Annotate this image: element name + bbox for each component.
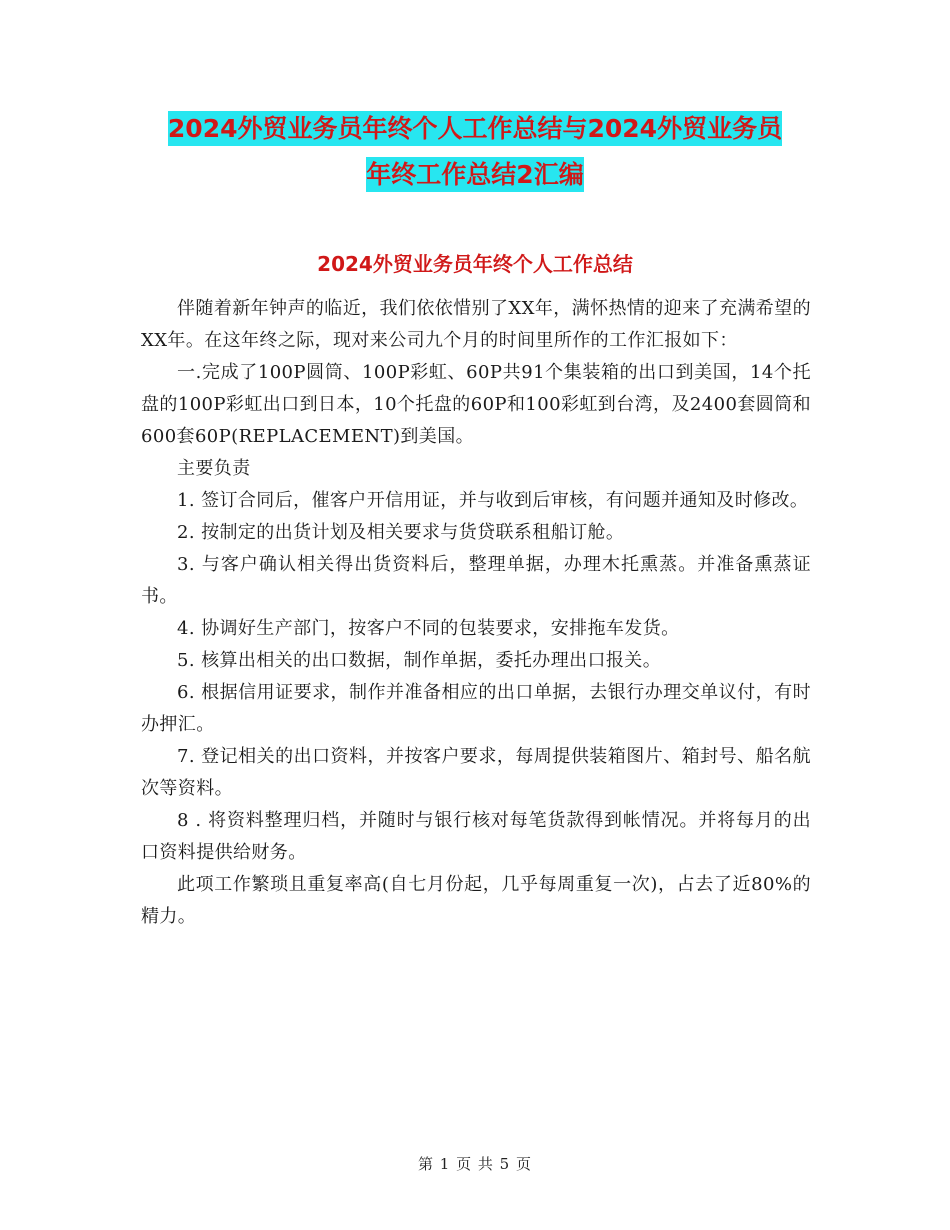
page-footer: 第 1 页 共 5 页 xyxy=(418,1155,532,1173)
list-item-duty-2: 2. 按制定的出货计划及相关要求与货贷联系租船订舱。 xyxy=(177,522,625,543)
paragraph-completed-work: 一.完成了100P圆筒、100P彩虹、60P共91个集装箱的出口到美国，14个托盘的100P彩虹出口到日本，10个托盘的60P和100彩虹到台湾，及2400套圆筒和600套60P(REPLACEMENT)到美国。 xyxy=(141,362,811,447)
document-title-line-2 xyxy=(140,160,810,190)
paragraph-main-duties-heading: 主要负责 xyxy=(177,458,251,479)
paragraph-workload-note: 此项工作繁琐且重复率高(自七月份起，几乎每周重复一次)，占去了近80%的精力。 xyxy=(141,874,811,927)
list-item-duty-3: 3. 与客户确认相关得出货资料后，整理单据，办理木托熏蒸。并准备熏蒸证书。 xyxy=(141,554,811,607)
document-title-line-1 xyxy=(140,114,810,144)
paragraph-intro: 伴随着新年钟声的临近，我们依依惜别了XX年，满怀热情的迎来了充满希望的XX年。在这年终之际，现对来公司九个月的时间里所作的工作汇报如下： xyxy=(141,298,811,351)
list-item-duty-6: 6. 根据信用证要求，制作并准备相应的出口单据，去银行办理交单议付，有时办押汇。 xyxy=(141,682,811,735)
list-item-duty-4: 4. 协调好生产部门，按客户不同的包装要求，安排拖车发货。 xyxy=(177,618,680,639)
document-body xyxy=(141,293,811,933)
list-item-duty-5: 5. 核算出相关的出口数据，制作单据，委托办理出口报关。 xyxy=(177,650,662,671)
document-title-highlight: 年终工作总结2汇编 xyxy=(366,157,583,192)
list-item-duty-1: 1. 签订合同后，催客户开信用证，并与收到后审核，有问题并通知及时修改。 xyxy=(177,490,809,511)
document-title-highlight: 2024外贸业务员年终个人工作总结与2024外贸业务员 xyxy=(168,111,782,146)
section-title: 2024外贸业务员年终个人工作总结 xyxy=(317,252,633,276)
list-item-duty-7: 7. 登记相关的出口资料，并按客户要求，每周提供装箱图片、箱封号、船名航次等资料。 xyxy=(141,746,811,799)
list-item-duty-8: 8 . 将资料整理归档，并随时与银行核对每笔货款得到帐情况。并将每月的出口资料提供给财务。 xyxy=(141,810,811,863)
